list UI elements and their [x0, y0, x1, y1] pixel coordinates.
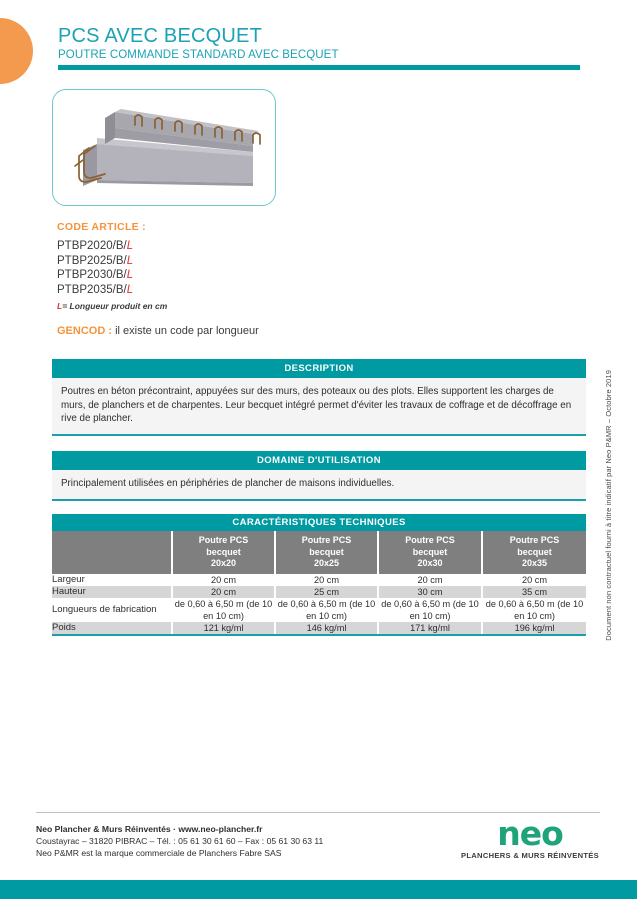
table-cell: 35 cm: [482, 586, 586, 598]
table-row: [52, 622, 586, 634]
table-cell: 30 cm: [378, 586, 482, 598]
code-base: PTBP2020/B/: [57, 240, 127, 252]
gencod-line: [57, 325, 387, 337]
page-title: PCS AVEC BECQUET: [58, 25, 262, 47]
table-column-header: [172, 531, 275, 574]
description-body: Poutres en béton précontraint, appuyées sur des murs, des poteaux ou des plots. Elles supportent les charges de murs, de planchers et de charpentes. Leur becquet intégré permet d'éviter les travaux de coffrage et de décoffrage en rive de plancher.: [52, 378, 586, 436]
code-article-item: [57, 268, 387, 283]
table-cell: de 0,60 à 6,50 m (de 10 en 10 cm): [275, 598, 378, 622]
decorative-orange-circle: [0, 18, 33, 84]
row-label: Largeur: [52, 574, 85, 585]
legend-variable: L: [57, 301, 63, 311]
gencod-text: il existe un code par longueur: [115, 325, 259, 337]
table-cell: 20 cm: [482, 574, 586, 586]
code-article-item: [57, 254, 387, 269]
logo-tagline: PLANCHERS & MURS RÉINVENTÉS: [460, 851, 600, 860]
table-cell: 20 cm: [172, 574, 275, 586]
page-subtitle: POUTRE COMMANDE STANDARD AVEC BECQUET: [58, 49, 339, 61]
table-row: [52, 598, 586, 622]
product-illustration-svg: [53, 90, 273, 203]
table-cell: 196 kg/ml: [482, 622, 586, 634]
table-cell: 121 kg/ml: [172, 622, 275, 634]
table-cell: 25 cm: [275, 586, 378, 598]
gencod-label: GENCOD :: [57, 325, 112, 337]
footer-address-line: Coustayrac – 31820 PIBRAC – Tél. : 05 61 30 61 60 – Fax : 05 61 30 63 11: [36, 836, 324, 846]
code-variable-legend: [57, 301, 387, 311]
code-variable: L: [126, 269, 134, 281]
page-header: [58, 26, 580, 70]
table-column-header: [275, 531, 378, 574]
column-header-line: becquet: [309, 546, 344, 557]
column-header-line: 20x20: [210, 558, 237, 569]
table-column-header: [482, 531, 586, 574]
usage-heading: DOMAINE D'UTILISATION: [52, 451, 586, 470]
column-header-line: becquet: [206, 546, 241, 557]
code-variable: L: [126, 254, 134, 267]
usage-section: [52, 451, 586, 501]
technical-table-title: CARACTÉRISTIQUES TECHNIQUES: [52, 514, 586, 531]
row-label: Poids: [52, 622, 76, 633]
table-title-row: [52, 514, 586, 531]
column-header-line: 20x35: [521, 558, 548, 569]
table-column-header-row: [52, 531, 586, 574]
footer-company-line: Neo Plancher & Murs Réinventés · www.neo-plancher.fr: [36, 824, 263, 834]
table-cell: 171 kg/ml: [378, 622, 482, 634]
table-cell: de 0,60 à 6,50 m (de 10 en 10 cm): [378, 598, 482, 622]
column-header-line: Poutre PCS: [509, 535, 560, 546]
technical-table-bottom-rule: [52, 634, 586, 636]
footer-contact-block: [36, 823, 323, 859]
table-cell: de 0,60 à 6,50 m (de 10 en 10 cm): [172, 598, 275, 622]
row-label: Longueurs de fabrication: [52, 604, 157, 615]
footer-teal-band: [0, 880, 637, 899]
table-cell: 20 cm: [275, 574, 378, 586]
technical-table-wrapper: [52, 514, 586, 636]
code-variable: L: [126, 283, 134, 296]
table-column-header: [378, 531, 482, 574]
code-article-item: [57, 239, 387, 254]
usage-body: Principalement utilisées en périphéries de plancher de maisons individuelles.: [52, 470, 586, 501]
column-header-line: Poutre PCS: [405, 535, 455, 546]
code-variable: L: [126, 240, 134, 252]
column-header-line: 20x30: [417, 558, 443, 569]
neo-logo: [455, 814, 605, 860]
column-header-line: Poutre PCS: [198, 535, 249, 546]
description-heading: DESCRIPTION: [52, 359, 586, 378]
description-section: [52, 359, 586, 436]
header-rule: [58, 65, 580, 70]
code-base: PTBP2025/B/: [57, 254, 127, 267]
table-cell: 20 cm: [378, 574, 482, 586]
product-image-card: [52, 89, 276, 206]
table-row: [52, 586, 586, 598]
code-base: PTBP2035/B/: [57, 283, 127, 296]
table-row: [52, 574, 586, 586]
column-header-line: 20x25: [313, 558, 340, 569]
table-cell: 146 kg/ml: [275, 622, 378, 634]
technical-characteristics-table: [52, 514, 586, 634]
row-label: Hauteur: [52, 586, 86, 597]
column-header-line: Poutre PCS: [301, 535, 352, 546]
table-cell: 20 cm: [172, 586, 275, 598]
table-cell: de 0,60 à 6,50 m (de 10 en 10 cm): [482, 598, 586, 622]
code-article-heading: CODE ARTICLE :: [57, 221, 146, 233]
footer-divider: [36, 812, 600, 813]
legend-text: = Longueur produit en cm: [62, 301, 168, 311]
code-article-block: [57, 221, 387, 337]
table-corner-cell: [52, 531, 172, 574]
side-disclaimer-note: Document non contractuel fourni à titre indicatif par Neo P&MR – Octobre 2019: [604, 370, 613, 641]
column-header-line: becquet: [517, 546, 552, 557]
code-article-item: [57, 283, 387, 298]
footer-legal-line: Neo P&MR est la marque commerciale de Planchers Fabre SAS: [36, 848, 282, 858]
logo-wordmark: neo: [497, 814, 563, 853]
column-header-line: becquet: [412, 546, 448, 557]
code-base: PTBP2030/B/: [57, 269, 127, 281]
